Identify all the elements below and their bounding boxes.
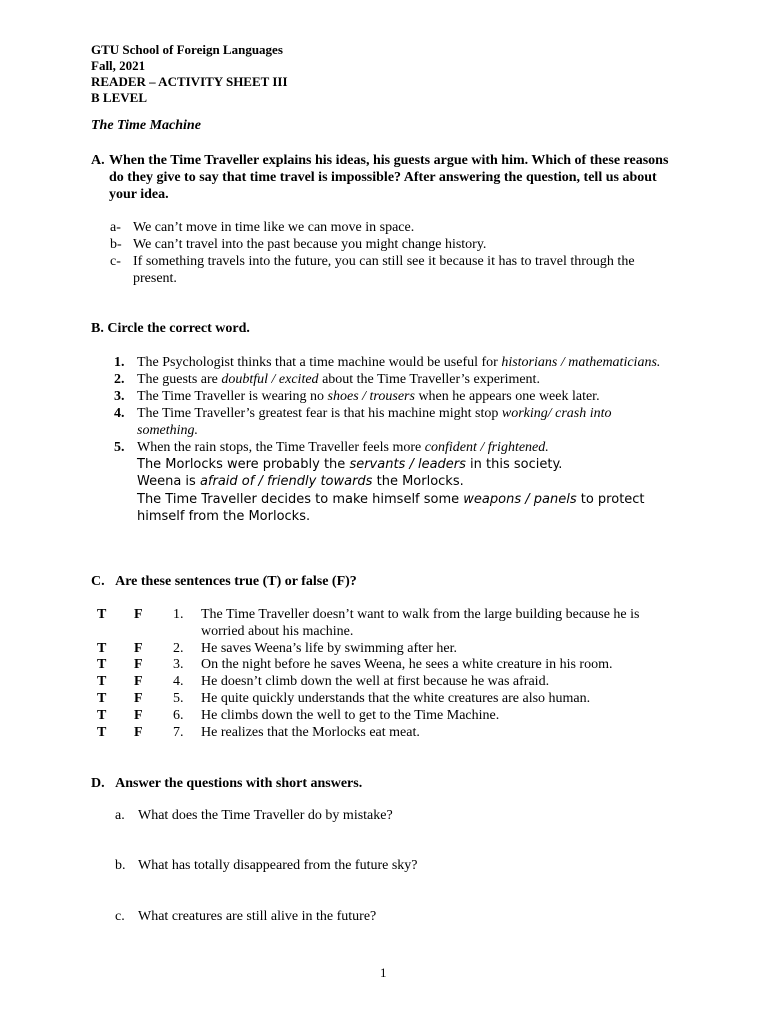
- word-choice[interactable]: working/ crash into something.: [137, 406, 612, 438]
- false-option[interactable]: F: [134, 640, 143, 656]
- false-option[interactable]: F: [134, 657, 143, 673]
- false-option[interactable]: F: [134, 674, 143, 690]
- item-text: Weena is: [137, 474, 200, 490]
- true-option[interactable]: T: [97, 607, 107, 622]
- true-option[interactable]: T: [97, 690, 107, 706]
- false-option[interactable]: F: [134, 724, 143, 740]
- statement-text: He saves Weena’s life by swimming after her.: [201, 640, 457, 656]
- level: B LEVEL: [91, 90, 147, 105]
- tf-row: [97, 691, 677, 708]
- list-item: [114, 354, 674, 371]
- option-c: [110, 253, 670, 287]
- item-text: The Morlocks were probably the: [137, 457, 350, 472]
- item-number: 1.: [173, 607, 184, 622]
- item-number: 3.: [114, 389, 125, 404]
- item-text: to protect himself from the Morlocks.: [137, 491, 645, 524]
- question-key: b.: [115, 858, 126, 873]
- question-text: What does the Time Traveller do by mistake?: [138, 808, 393, 823]
- section-b-heading: B. Circle the correct word.: [91, 321, 250, 336]
- book-title: The Time Machine: [91, 118, 201, 133]
- list-item: [114, 439, 674, 456]
- tf-row: [97, 725, 677, 742]
- list-item: [114, 388, 674, 405]
- section-d-heading: D. Answer the questions with short answers.: [91, 776, 363, 791]
- option-key: c-: [110, 254, 121, 269]
- item-number: 4.: [173, 674, 184, 690]
- short-answer-question: [115, 808, 393, 824]
- item-text: The Psychologist thinks that a time machine would be useful for: [137, 355, 502, 370]
- tf-row: [97, 657, 677, 674]
- section-a-question: When the Time Traveller explains his ideas, his guests argue with him. Which of these reasons do they give to say that time travel is impossible? After answering the question, tell us about your idea.: [109, 153, 669, 202]
- item-text: the Morlocks.: [372, 474, 464, 490]
- short-answer-question: [115, 858, 418, 874]
- word-choice[interactable]: shoes / trousers: [327, 389, 415, 404]
- statement-text: He doesn’t climb down the well at first because he was afraid.: [201, 674, 550, 690]
- short-answer-question: [115, 909, 376, 925]
- sheet-title: READER – ACTIVITY SHEET III: [91, 74, 288, 89]
- section-a-heading: [91, 152, 671, 203]
- option-key: a-: [110, 220, 121, 235]
- word-choice[interactable]: afraid of / friendly towards: [199, 474, 373, 490]
- term: Fall, 2021: [91, 58, 146, 73]
- item-text: in this society.: [465, 457, 563, 472]
- statement-text: He quite quickly understands that the white creatures are also human.: [201, 690, 591, 706]
- option-text: We can’t travel into the past because you might change history.: [133, 237, 487, 252]
- statement-text: The Time Traveller doesn’t want to walk from the large building because he is worried about his machine.: [201, 607, 640, 639]
- item-text: The guests are: [137, 372, 222, 387]
- item-number: 2.: [114, 372, 125, 387]
- true-option[interactable]: T: [97, 724, 107, 740]
- item-number: 5.: [114, 440, 125, 455]
- tf-row: [97, 641, 677, 658]
- question-key: a.: [115, 808, 125, 823]
- false-option[interactable]: F: [134, 607, 143, 622]
- tf-row: [97, 708, 677, 725]
- option-text: We can’t move in time like we can move in space.: [133, 220, 415, 235]
- tf-row: [97, 607, 677, 641]
- question-text: What creatures are still alive in the future?: [138, 909, 377, 924]
- word-choice[interactable]: servants / leaders: [349, 457, 466, 472]
- section-a-letter: A.: [91, 153, 105, 168]
- item-number: 3.: [173, 657, 184, 673]
- item-number: 6.: [173, 707, 184, 723]
- item-text: The Time Traveller’s greatest fear is that his machine might stop: [137, 406, 502, 421]
- item-text: when he appears one week later.: [414, 389, 600, 404]
- school-name: GTU School of Foreign Languages: [91, 42, 283, 57]
- list-item-unnumbered: [114, 491, 674, 526]
- word-choice[interactable]: weapons / panels: [463, 491, 577, 507]
- true-option[interactable]: T: [97, 640, 107, 656]
- tf-row: [97, 674, 677, 691]
- option-key: b-: [110, 237, 122, 252]
- item-text: The Time Traveller is wearing no: [137, 389, 328, 404]
- false-option[interactable]: F: [134, 707, 143, 723]
- list-item: [114, 371, 674, 388]
- item-number: 5.: [173, 690, 184, 706]
- list-item: [114, 405, 674, 439]
- section-b-list: [114, 354, 674, 525]
- item-text: The Time Traveller decides to make himself some: [137, 491, 464, 507]
- word-choice[interactable]: confident / frightened.: [424, 440, 549, 455]
- statement-text: He climbs down the well to get to the Time Machine.: [201, 707, 500, 723]
- document-header: [91, 42, 288, 106]
- true-option[interactable]: T: [97, 674, 107, 690]
- item-text: about the Time Traveller’s experiment.: [318, 372, 540, 387]
- statement-text: He realizes that the Morlocks eat meat.: [201, 724, 420, 740]
- section-c-heading: C. Are these sentences true (T) or false (F)?: [91, 574, 357, 589]
- item-text: When the rain stops, the Time Traveller feels more: [137, 440, 425, 455]
- section-a-options: [110, 219, 670, 287]
- list-item-unnumbered: [114, 456, 674, 473]
- word-choice[interactable]: doubtful / excited: [221, 372, 319, 387]
- false-option[interactable]: F: [134, 690, 143, 706]
- item-number: 2.: [173, 640, 184, 656]
- page-number: 1: [380, 965, 387, 980]
- question-key: c.: [115, 909, 125, 924]
- item-number: 1.: [114, 355, 125, 370]
- true-option[interactable]: T: [97, 707, 107, 723]
- option-text: If something travels into the future, you can still see it because it has to travel through the present.: [133, 254, 635, 286]
- question-text: What has totally disappeared from the future sky?: [138, 858, 418, 873]
- option-a: [110, 219, 670, 236]
- true-option[interactable]: T: [97, 657, 107, 673]
- list-item-unnumbered: [114, 473, 674, 490]
- item-number: 7.: [173, 724, 184, 740]
- item-number: 4.: [114, 406, 125, 421]
- option-b: [110, 236, 670, 253]
- word-choice[interactable]: historians / mathematicians.: [501, 355, 661, 370]
- statement-text: On the night before he saves Weena, he sees a white creature in his room.: [201, 657, 613, 673]
- true-false-list: [97, 607, 677, 741]
